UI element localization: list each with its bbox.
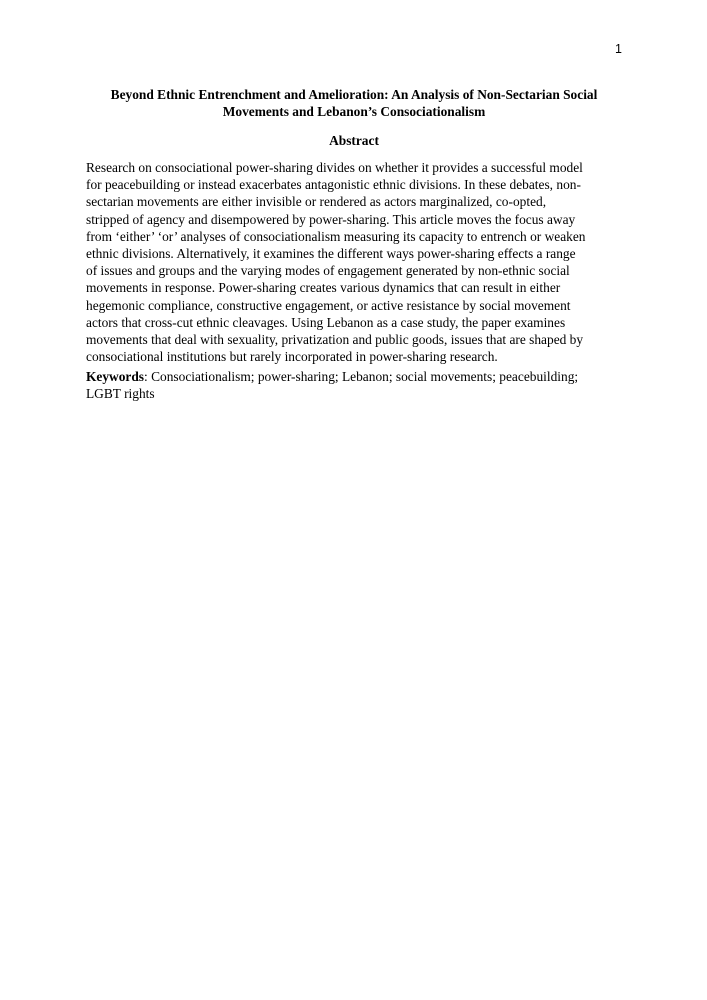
abstract-line: from ‘either’ ‘or’ analyses of consociationalism measuring its capacity to entrench or weaken <box>86 228 586 244</box>
paper-title-line: Movements and Lebanon’s Consociationalism <box>222 104 486 119</box>
paper-title <box>86 86 622 120</box>
keywords-list: LGBT rights <box>86 386 155 402</box>
abstract-line: for peacebuilding or instead exacerbates antagonistic ethnic divisions. In these debates, non- <box>86 177 581 193</box>
abstract-line: sectarian movements are either invisible or rendered as actors marginalized, co-opted, <box>86 194 547 210</box>
abstract-line: movements that deal with sexuality, privatization and public goods, issues that are shaped by <box>86 332 584 348</box>
keywords-list: : Consociationalism; power-sharing; Lebanon; social movements; peacebuilding; <box>144 369 579 384</box>
abstract-line: movements in response. Power-sharing creates various dynamics that can result in either <box>86 280 561 296</box>
abstract-line: ethnic divisions. Alternatively, it examines the different ways power-sharing effects a range <box>86 246 576 262</box>
abstract-line: of issues and groups and the varying modes of engagement generated by non-ethnic social <box>86 263 570 279</box>
abstract-line: actors that cross-cut ethnic cleavages. Using Lebanon as a case study, the paper examines <box>86 314 566 330</box>
abstract-line: Research on consociational power-sharing divides on whether it provides a successful model <box>86 160 583 175</box>
paper-title-line: Beyond Ethnic Entrenchment and Amelioration: An Analysis of Non-Sectarian Social <box>110 87 598 102</box>
abstract-body <box>86 159 622 365</box>
keywords-label: Keywords <box>86 369 145 384</box>
abstract-line: consociational institutions but rarely incorporated in power-sharing research. <box>86 349 498 365</box>
keywords <box>86 368 622 402</box>
abstract-line: hegemonic compliance, constructive engagement, or active resistance by social movement <box>86 297 571 313</box>
page-number: 1 <box>615 42 622 56</box>
abstract-heading: Abstract <box>329 133 379 148</box>
abstract-line: stripped of agency and disempowered by power-sharing. This article moves the focus away <box>86 211 576 227</box>
